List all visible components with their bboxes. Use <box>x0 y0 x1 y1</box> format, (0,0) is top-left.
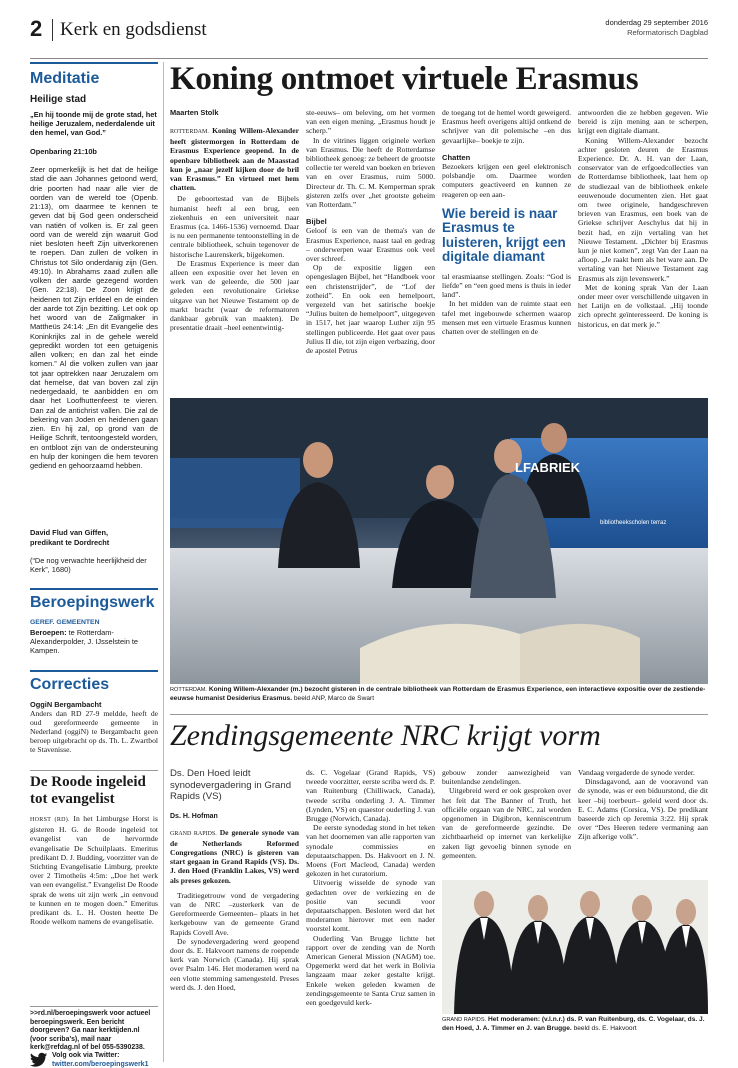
nrc-dateline: GRAND RAPIDS. <box>170 830 217 837</box>
nrc-col2-p2: De eerste synodedag stond in het teken van het doornemen van alle rapporten van synodale commissies en deputaatschappen. Ds. Hakvoort en J. N. Moens (Fort Macleod, Canada) werden gekozen in het curatorium. <box>306 823 435 879</box>
erasmus-caption-text: Koning Willem-Alexander (m.) bezocht gisteren in de centrale bibliotheek van Rotterdam de Erasmus Experience, een interactieve expositie over de zestiende-eeuwse humanist Desiderius Erasmus. <box>170 686 706 702</box>
erasmus-subhead-chatten: Chatten <box>442 152 471 162</box>
erasmus-headline: Koning ontmoet virtuele Erasmus <box>170 61 639 97</box>
beroepen-label: Beroepen: <box>30 628 67 637</box>
nrc-photo-art <box>442 880 708 1014</box>
meditatie-quote: „En hij toonde mij de grote stad, het heilige Jeruzalem, nederdalende uit den hemel, van God.” <box>30 110 157 138</box>
erasmus-photo-sign: LFABRIEK <box>515 460 580 475</box>
twitter-icon <box>30 1052 48 1068</box>
erasmus-col3-p2: Bezoekers krijgen een geel elektronisch polsbandje om. Daarmee worden computers geactiveerd en kunnen ze reageren op een aan- <box>442 162 571 199</box>
meditatie-source: (“De nog verwachte heerlijkheid der Kerk”, 1680) <box>30 556 147 575</box>
erasmus-col-1 <box>170 108 299 332</box>
nrc-caption <box>442 1016 708 1033</box>
header-divider <box>52 19 53 41</box>
nrc-subhead: Ds. Den Hoed leidt synodevergadering in Grand Rapids (VS) <box>170 768 292 802</box>
roode-text: In het Limburgse Horst is gisteren H. G. de Roode ingeleid tot evangelist van de hervormde evangelisatie De Schuilplaats. Emeritus predikant D. J. Budding, voorzitter van de Stichting Evangelisatie Limburg, preekte over 2 Timotheüs 4:5m: „Doe het werk van een evangelist.” Evangelist De Roode sprak de wens uit zijn werk „in eenvoud te kunnen en te mogen doen.” Emeritus predikant ds. L. H. Oosten heette De Roode welkom namens de evangelisatie. <box>30 814 159 927</box>
header-rule <box>30 58 708 59</box>
erasmus-col3-p1: de toegang tot de hemel wordt geweigerd. Erasmus heeft overigens altijd ontkend de schrijver van dit polemische –en dus gevaarlijke– boekje te zijn. <box>442 108 571 145</box>
erasmus-col3-p3: tal erasmiaanse stellingen. Zoals: “God is liefde” en “een goed mens is thuis in ieder land”. <box>442 271 571 300</box>
erasmus-col4-p1: antwoorden die ze hebben gegeven. Wie bereid is zijn mening aan te scherpen, krijgt een digitale diamant. <box>578 108 708 136</box>
nrc-col-2 <box>306 768 435 1007</box>
correcties-title: OggiN Bergambacht <box>30 700 102 709</box>
nrc-headline: Zendingsgemeente NRC krijgt vorm <box>170 719 601 752</box>
beroepingswerk-label: Beroepingswerk <box>30 594 155 611</box>
nrc-caption-text: Het moderamen: (v.l.n.r.) ds. P. van Ruitenburg, ds. C. Vogelaar, ds. J. den Hoed, J. A. Timmer en J. van Brugge. <box>442 1016 705 1032</box>
erasmus-col2-p2: In de vitrines liggen originele werken van Erasmus. Die heeft de Rotterdamse bibliotheek genoeg: ze beheert de grootste collectie ter wereld van boeken en brieven van en over Erasmus, ruim 5000. Directeur dr. Th. C. M. Kemperman sprak gisteren zelfs over „het grootste geheim van Rotterdam.” <box>306 135 435 210</box>
nrc-col3-p1: gebouw zonder aanwezigheid van buitenlandse zendelingen. <box>442 768 571 787</box>
meditatie-ref: Openbaring 21:10b <box>30 147 97 156</box>
meditatie-author: David Flud van Giffen, <box>30 528 109 537</box>
erasmus-caption <box>170 686 708 703</box>
meditatie-author-role: predikant te Dordrecht <box>30 538 110 547</box>
nrc-col2-p1: ds. C. Vogelaar (Grand Rapids, VS) tweede voorzitter, eerste scriba werd ds. P. van Ruitenburg (Chilliwack, Canada), tweede scriba onderling J. A. Timmer (Lynden, VS) en quaestor ouderling J. van Brugge (Norwich, Canada). <box>306 768 435 824</box>
erasmus-dateline: ROTTERDAM. <box>170 129 209 135</box>
erasmus-col-4 <box>578 108 708 329</box>
meditatie-label: Meditatie <box>30 70 100 87</box>
erasmus-col2-p1: ste-eeuws– om beleving, om het vormen van een eigen mening. „Erasmus houdt je scherp.” <box>306 108 435 136</box>
erasmus-col2-p4: Op de expositie liggen een opengeslagen Bijbel, het “Handboek voor een christenstrijder”, de “Lof der zotheid”. En ook een hemelpoort, vergezeld van het satirische boekje “Julius buiten de hemelpoort”, uitgegeven in 1517, het jaar waarop Luther zijn 95 stellingen publiceerde. Het gaat over paus Julius II die, tot zijn eigen verbazing, door de apostel Petrus <box>306 263 435 356</box>
left-sidebar <box>30 62 159 1068</box>
page-number: 2 <box>30 16 43 41</box>
service-text: >>rd.nl/beroepingswerk voor actueel beroepingswerk. Een bericht doorgeven? Ga naar kerktijden.nl (voor scriba's), mail naar kerk@refdag.nl of bel 055-5390238. <box>30 1010 151 1052</box>
erasmus-col4-p3: Met de koning sprak Van der Laan onder meer over verschillende uitgaven in het Latijn en de volkstaal. „Hij toonde zich oprecht geïnteresseerd. De koning is historicus, en dat merk je.” <box>578 282 708 329</box>
erasmus-caption-lead: ROTTERDAM. <box>170 687 207 693</box>
correcties-body: Anders dan RD 27-9 meldde, heeft de oud gereformeerde gemeente in Nederland (oggiN) te Bergambacht geen beroep uitgebracht op ds. Th. L. Zwartbol te Stavenisse. <box>30 709 158 755</box>
erasmus-author: Maarten Stolk <box>170 108 219 117</box>
erasmus-col-3 <box>442 108 571 336</box>
erasmus-col4-p2: Koning Willem-Alexander bezocht achter gesloten deuren de Erasmus Experience. Dr. A. H. van der Laan, conservator van de erfgoedcollecties van de Rotterdamse bibliotheek, laat hem op de studiezaal van de bibliotheek enkele eeuwenoude documenten zien. Het gaat om twee originele, handgeschreven brieven van Erasmus, een boek van de Griekse schrijver Aeschylus dat hij in bezit had, en zijn vertaling van het Nieuwe Testament. „Dichter bij Erasmus kun je niet komen”, zegt Van der Laan na afloop. „Je raakt hem als het ware aan. De vertaling van het Nieuwe Testament zag Erasmus als zijn levenswerk.” <box>578 135 708 283</box>
erasmus-photo <box>170 398 708 684</box>
header-date: donderdag 29 september 2016 <box>605 18 708 27</box>
nrc-col-1 <box>170 768 299 992</box>
erasmus-col1-p1: De geboortestad van de Bijbels humanist heeft al een brug, een ziekenhuis en een universiteit naar Erasmus (ca. 1466-1536) vernoemd. Daar is nu een permanente tentoonstelling in de centrale bibliotheek, schuin tegenover de historische Laurenskerk, bijgekomen. <box>170 194 299 259</box>
roode-rule <box>30 770 158 771</box>
twitter-link[interactable]: twitter.com/beroepingswerk1 <box>52 1061 149 1068</box>
nrc-col4-p2: Dinsdagavond, aan de vooravond van de synode, was er een biduurstond, die dit keer –bij toerbeurt– geleid werd door ds. E. C. Adams (Corsica, VS). De predikant baseerde zich op Jeremia 3:22. Hij sprak over “Des Heeren tedere vermaning aan Zijn afkerige volk”. <box>578 777 708 842</box>
nrc-caption-lead: GRAND RAPIDS. <box>442 1017 487 1023</box>
roode-dateline: HORST (RD). <box>30 817 70 823</box>
nrc-col2-p3: Uitvoerig wisselde de synode van gedachten over de verkiezing en de positie van secundi voor deputaatschappen. Besloten werd dat het moderamen hierover met een nader voorstel komt. <box>306 878 435 934</box>
erasmus-pull-quote: Wie bereid is naar Erasmus te luisteren, krijgt een digitale diamant <box>442 205 566 265</box>
section-title: Kerk en godsdienst <box>60 19 207 40</box>
article-divider <box>170 714 708 715</box>
beroepingswerk-church: GEREF. GEMEENTEN <box>30 619 100 626</box>
page-header <box>30 14 708 52</box>
erasmus-col1-p2: De Erasmus Experience is meer dan alleen een expositie over het leven en werk van de geleerde, die 500 jaar geleden een revolutionaire Griekse uitgave van het Nieuwe Testament op de markt bracht (waar de reformatoren dankbaar gebruik van maakten). De presentatie draait –heel eenentwintig- <box>170 258 299 333</box>
beroepingswerk-line <box>30 628 158 656</box>
nrc-col2-p4: Ouderling Van Brugge lichtte het rapport over de zending van de North American General Mission (NAGM) toe. Opgemerkt werd dat het werk in Bolivia langzaam maar zeker gestalte krijgt. Enkele weken geleden kwamen de zendingsgemeente te Santa Cruz samen in een goedgevuld kerk- <box>306 933 435 1008</box>
meditatie-body: Zeer opmerkelijk is het dat de heilige stad die aan Johannes getoond werd, drie poorten had naar alle vier de oorden van de wereld toe (Openb. 21:13), om daarmee te kennen te geven dat bij God geen onderscheid van natiën of volken is. Er zal geen oord van de wereld zijn waaruit God niet besloten heeft Zijn uitverkorenen te roepen. Dan zullen de volken in Christus tot Silo onderdanig zijn (Gen. 49:10). In Abrahams zaad zullen alle volken der aarde gezegend worden (Gen. 22:18). De Zoon krijgt de heidenen tot Zijn erfdeel en de einden der aarde tot Zijn bezitting. Let ook op het woord van de Zaligmaker in Mattheüs 24:14: „En dit Evangelie des Koninkrijks zal in de gehele wereld gepredikt worden tot een getuigenis allen volken; en dan zal het einde komen.” Al die volken zullen van jaar tot jaar optrekken naar Jeruzalem om dat hemelse, dat van boven zal zijn nedergedaald, te aanbidden en om daar het Loofhuttenfeest te vieren. Dan zal de antichrist vallen. Die zal de bekering van Joden en heidenen gaan zien. En hij zal, op grond van de Heilige Schrift, tentoongesteld worden, en ontbloot zijn van de ondersteuning en hulp der koningen die hem tevoren gediend en gehoorzaamd hebben. <box>30 165 158 470</box>
beroepen-text: te Rotterdam-Alexanderpolder, J. IJsselstein te Kampen. <box>30 628 139 656</box>
nrc-col1-p2: De synodevergadering werd geopend door ds. E. Hakvoort namens de roepende kerk van Norwich (Canada). Hij sprak over Psalm 146. Het moderamen werd na een vlotte stemming samengesteld. Preses werd ds. J. den Hoed, <box>170 936 299 992</box>
correcties-label: Correcties <box>30 676 110 693</box>
nrc-lead: GRAND RAPIDS. De generale synode van de Netherlands Reformed Congregations (NRC) is gisteren van start gegaan in Grand Rapids (VS). Ds. J. den Hoed (Franklin Lakes, VS) werd als preses gekozen. <box>170 827 299 885</box>
twitter-label: Volg ook via Twitter: <box>52 1052 120 1059</box>
nrc-col-4 <box>578 768 708 842</box>
nrc-col3-p2: Uitgebreid werd er ook gesproken over het feit dat The Banner of Truth, het officiële orgaan van de NRC, zal worden opgenomen in Digibron, kenniscentrum van de gereformeerde gezindte. De zichtbaarheid op internet van kerkelijke zaken ligt gevoelig binnen synode en gemeenten. <box>442 786 571 860</box>
nrc-caption-credit: beeld ds. E. Hakvoort <box>573 1024 637 1032</box>
meditatie-rule <box>30 62 158 64</box>
beroepingswerk-rule <box>30 588 158 590</box>
erasmus-lead: ROTTERDAM. Koning Willem-Alexander heeft gistermorgen in Rotterdam de Erasmus Experience geopend. In de openbare bibliotheek aan de Maasstad kun je „naar jezelf kijken door de bril van Erasmus.” En virtueel met hem chatten. <box>170 126 299 193</box>
nrc-author: Ds. H. Hofman <box>170 812 218 820</box>
roode-headline: De Roode ingeleid tot evangelist <box>30 774 146 807</box>
erasmus-col3-p4: In het midden van de ruimte staat een tafel met ingebouwde schermen waarop mensen met een virtuele Erasmus kunnen chatten over de stellingen en de <box>442 299 571 337</box>
erasmus-photo-sign-2: bibliotheekscholen terraz <box>600 520 667 526</box>
erasmus-col2-p3: Geloof is een van de thema's van de Erasmus Experience, naast taal en gedrag – onderwerpen waar Erasmus ook veel over schreef. <box>306 226 435 264</box>
nrc-col1-p1: Traditiegetrouw vond de vergadering van de NRC –zusterkerk van de Gereformeerde Gemeenten– plaats in het kerkgebouw van de gemeente Grand Rapids Covell Ave. <box>170 890 299 937</box>
erasmus-subhead-bijbel: Bijbel <box>306 217 327 227</box>
nrc-photo <box>442 880 708 1014</box>
sidebar-divider <box>163 62 164 1062</box>
header-paper: Reformatorisch Dagblad <box>627 28 708 37</box>
roode-body <box>30 814 158 926</box>
meditatie-title: Heilige stad <box>30 94 87 105</box>
erasmus-col-2 <box>306 108 435 355</box>
nrc-col4-p1: Vandaag vergaderde de synode verder. <box>578 768 695 777</box>
erasmus-photo-art <box>170 398 708 684</box>
correcties-rule <box>30 670 158 672</box>
erasmus-caption-credit: beeld ANP, Marco de Swart <box>293 694 375 702</box>
nrc-col-3 <box>442 768 571 860</box>
service-rule <box>30 1006 158 1007</box>
